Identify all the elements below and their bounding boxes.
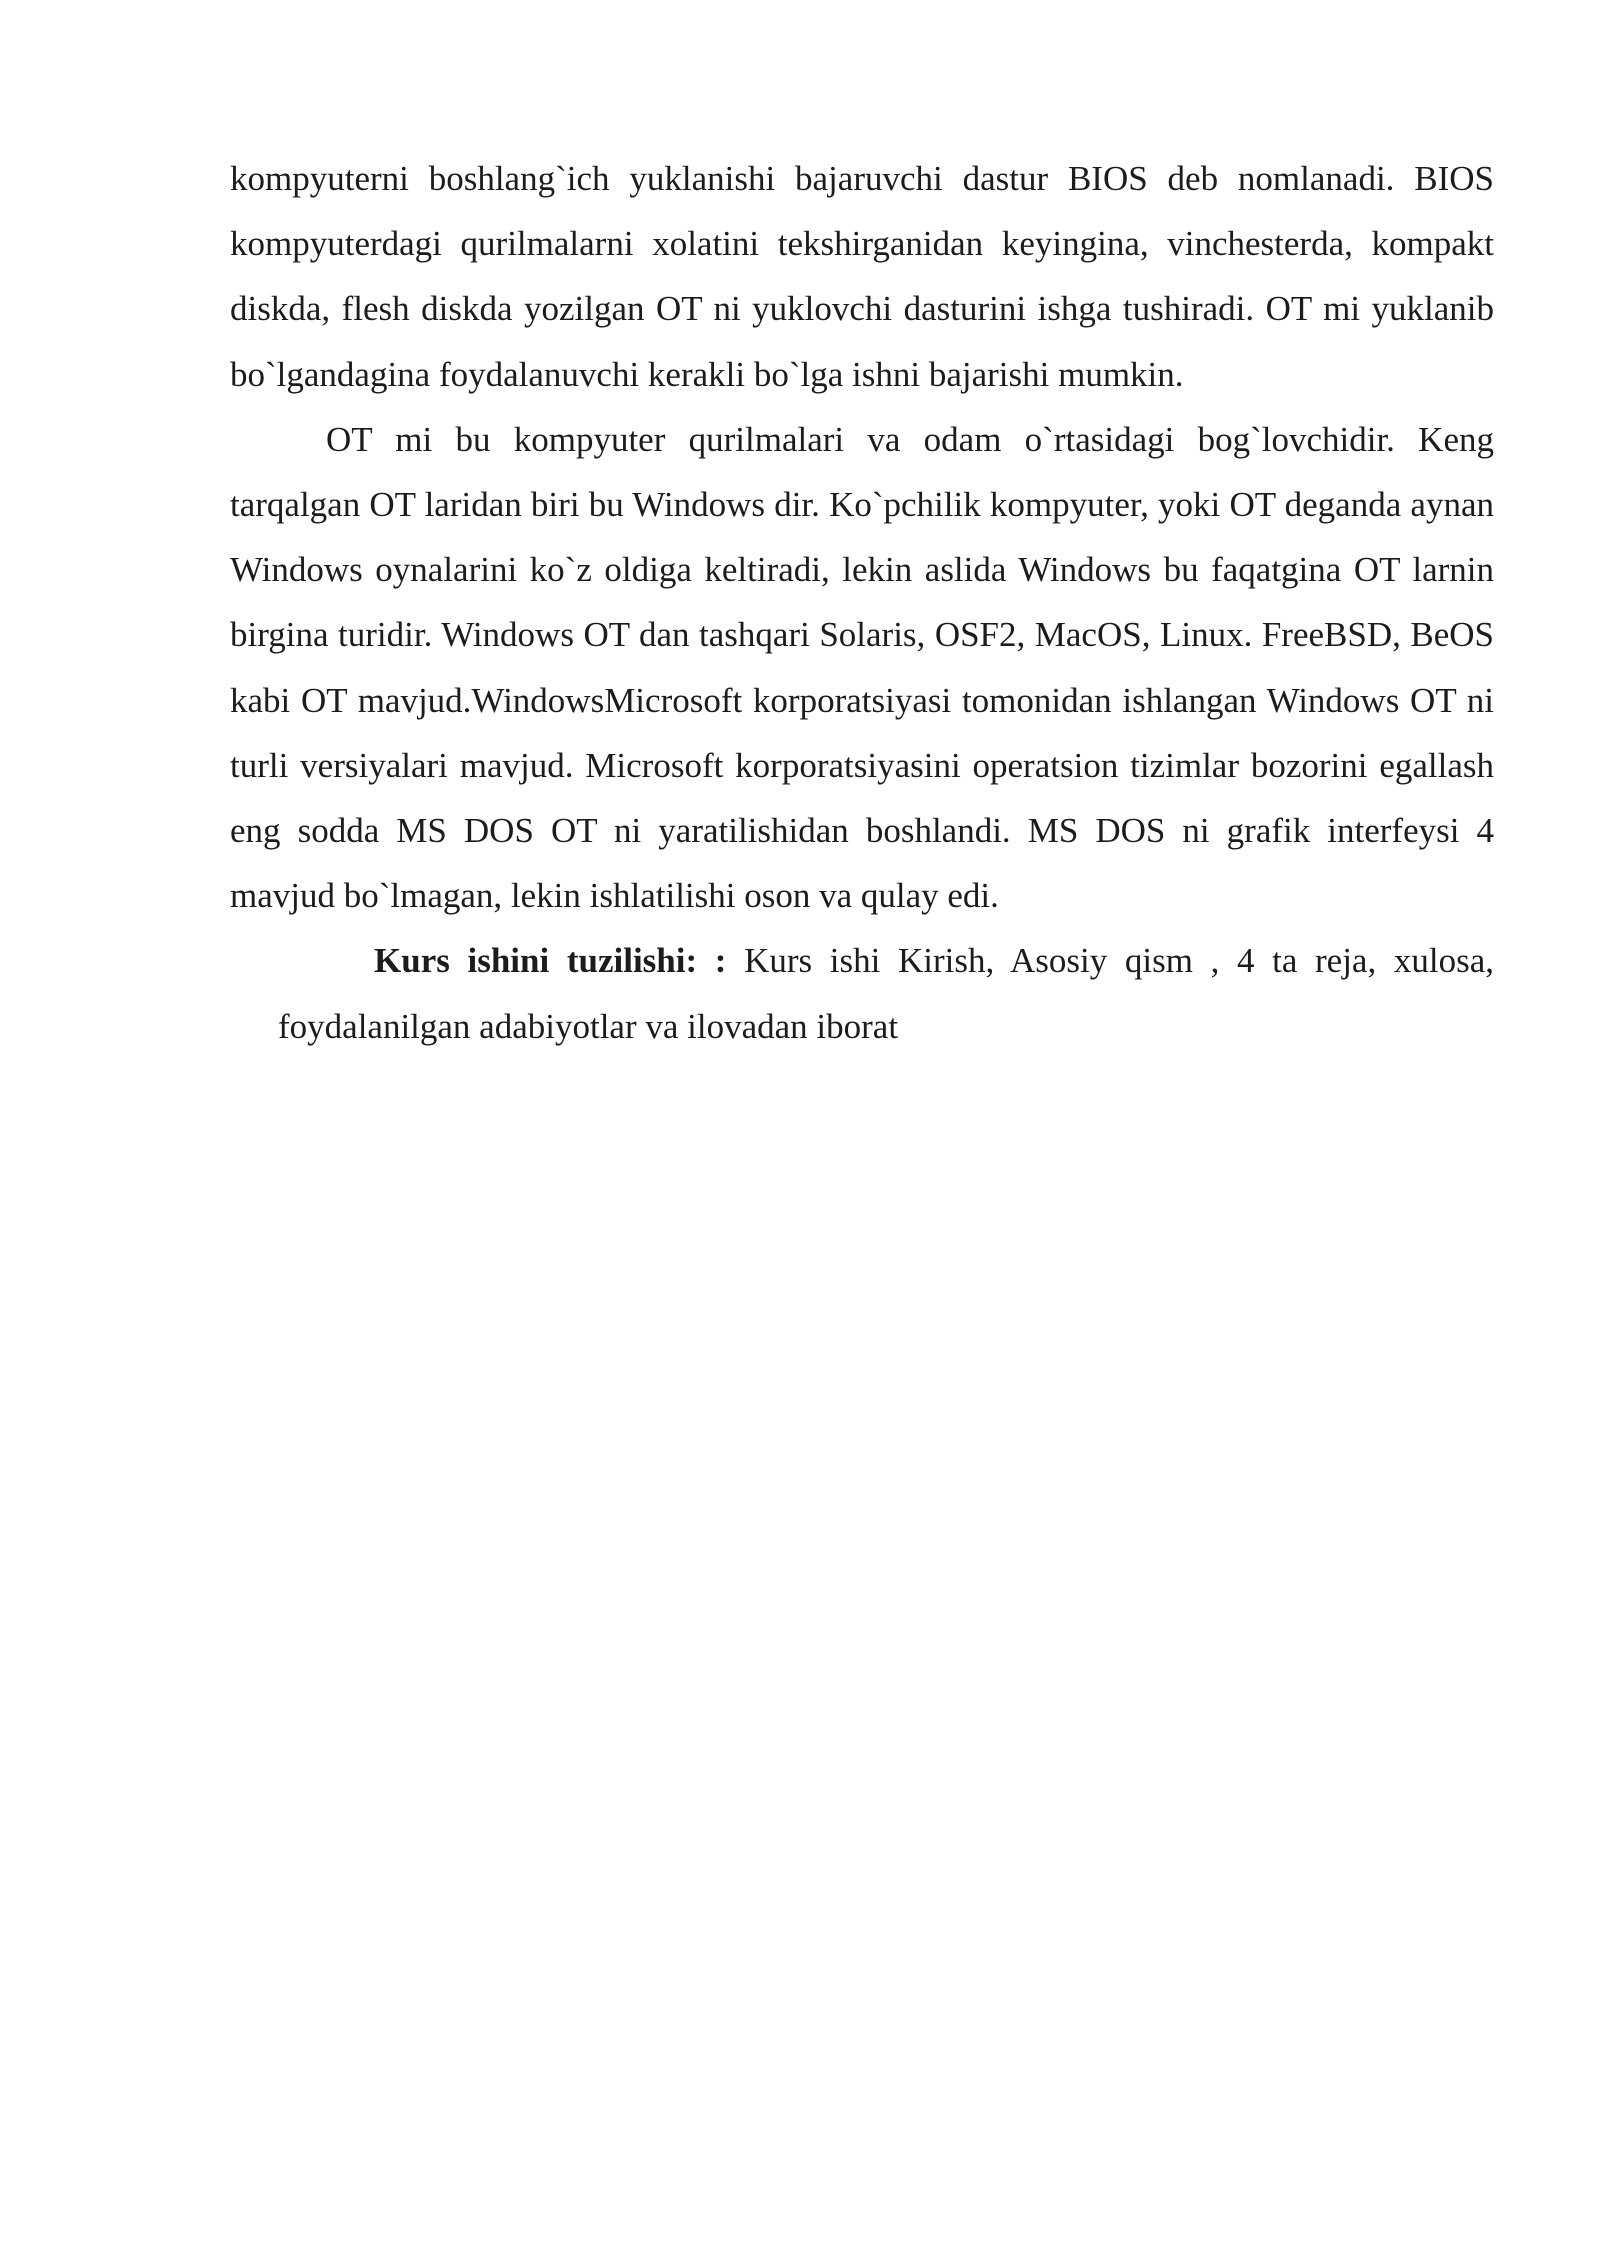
paragraph-bios: kompyuterni boshlang`ich yuklanishi bajaruvchi dastur BIOS deb nomlanadi. BIOS kompyuterdagi qurilmalarni xolatini tekshirganidan keyingina, vinchesterda, kompakt diskda, flesh diskda yozilgan OT ni yuklovchi dasturini ishga tushiradi. OT mi yuklanib bo`lgandagina foydalanuvchi kerakli bo`lga ishni bajarishi mumkin. (230, 159, 1494, 394)
document-body (230, 146, 1494, 1059)
course-structure-continuation: foydalanilgan adabiyotlar va ilovadan iborat (278, 1006, 899, 1046)
course-structure-text: Kurs ishi Kirish, Asosiy qism , 4 ta reja, xulosa, (726, 941, 1494, 981)
course-structure (230, 928, 1494, 993)
course-structure-label: Kurs ishini tuzilishi: : (374, 941, 727, 981)
course-structure-line (374, 928, 1494, 993)
paragraph-operating-systems: OT mi bu kompyuter qurilmalari va odam o`rtasidagi bog`lovchidir. Keng tarqalgan OT laridan biri bu Windows dir. Ko`pchilik kompyuter, yoki OT deganda aynan Windows oynalarini ko`z oldiga keltiradi, lekin aslida Windows bu faqatgina OT larnin birgina turidir. Windows OT dan tashqari Solaris, OSF2, MacOS, Linux. FreeBSD, BeOS kabi OT mavjud.WindowsMicrosoft korporatsiyasi tomonidan ishlangan Windows OT ni turli versiyalari mavjud. Microsoft korporatsiyasini operatsion tizimlar bozorini egallash eng sodda MS DOS OT ni yaratilishidan boshlandi. MS DOS ni grafik interfeysi 4 mavjud bo`lmagan, lekin ishlatilishi oson va qulay edi. (230, 419, 1494, 916)
